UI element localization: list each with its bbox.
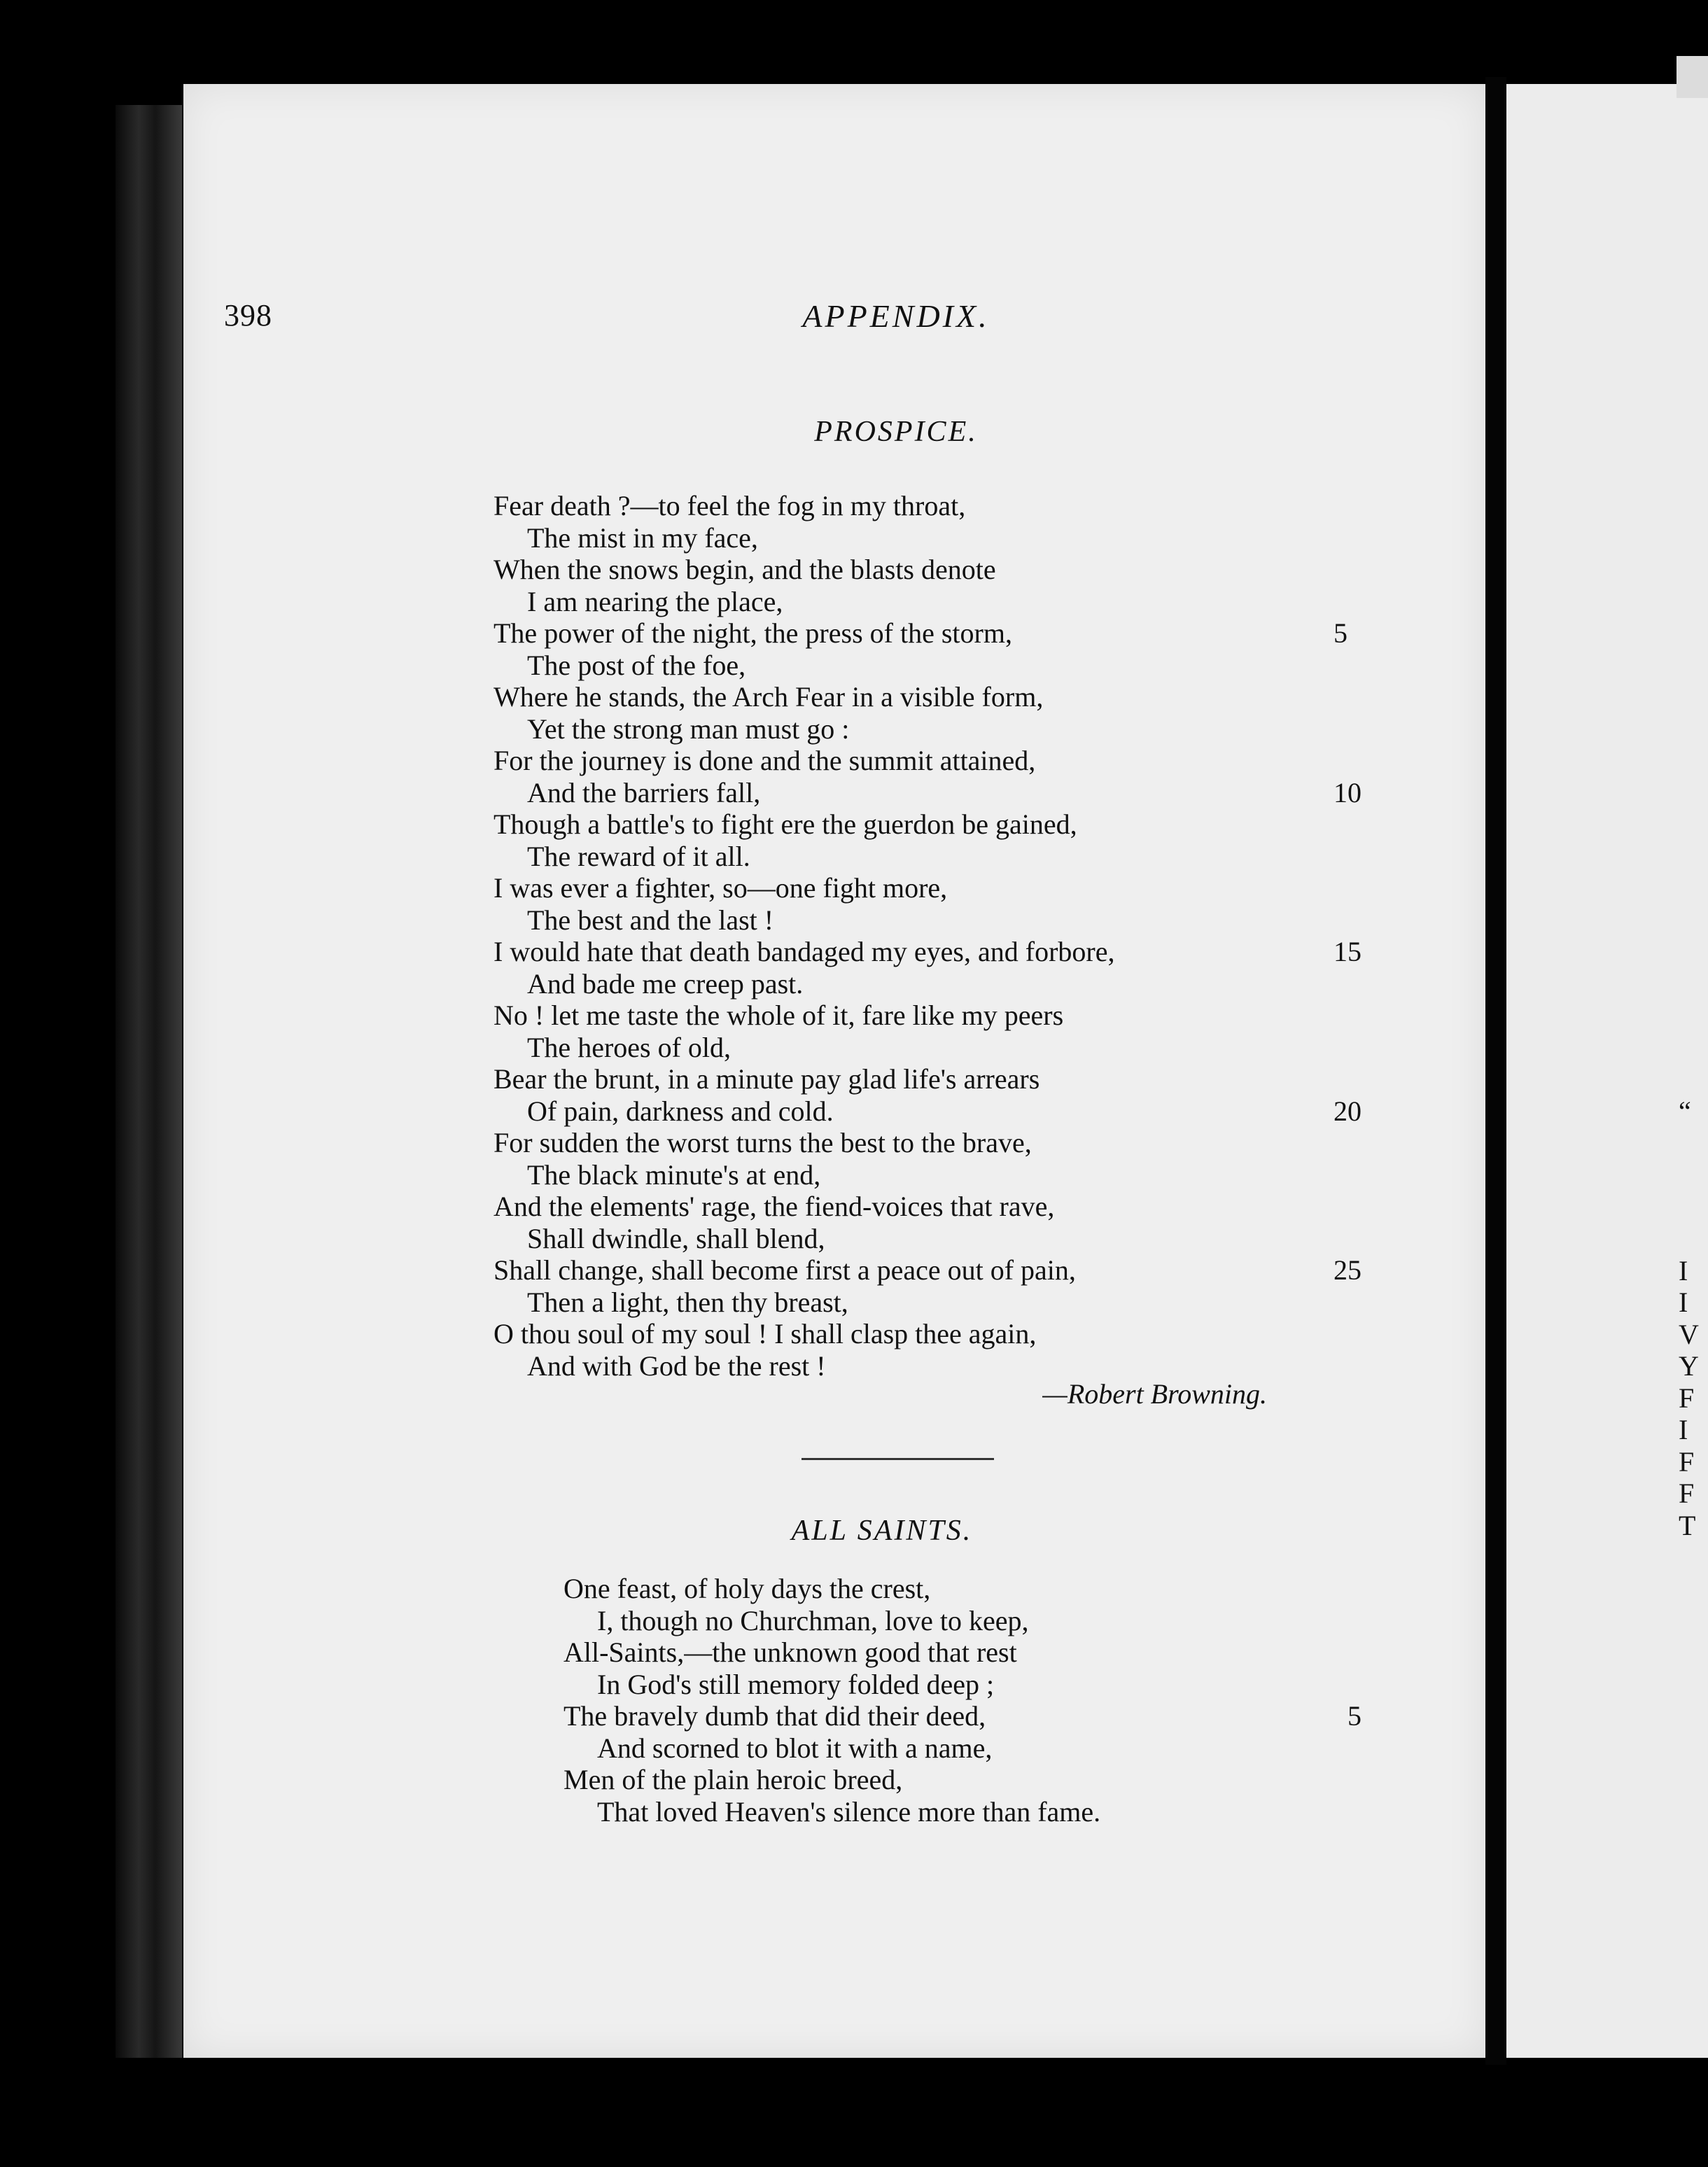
poem-line [493, 1254, 1362, 1286]
line-number: 5 [1348, 1700, 1362, 1732]
poem-prospice [493, 490, 1362, 1382]
poem-line [493, 745, 1114, 777]
line-number: 25 [1334, 1254, 1362, 1286]
poem-line-text: All-Saints,—the unknown good that rest [564, 1636, 1017, 1668]
poem-line [493, 586, 1114, 618]
poem-line-text: I was ever a fighter, so—one fight more, [493, 872, 948, 904]
poem-line-text: Yet the strong man must go : [527, 713, 850, 745]
facing-page-fragment: T [1679, 1509, 1696, 1541]
facing-page-fragment [1679, 1223, 1699, 1255]
line-number: 5 [1334, 617, 1348, 649]
poem-title-prospice: PROSPICE. [814, 416, 978, 448]
poem-line-text: Bear the brunt, in a minute pay glad life's arrears [493, 1063, 1040, 1095]
poem-line [493, 490, 1114, 522]
poem-line-text: And bade me creep past. [527, 967, 804, 1000]
poem-line-text: I am nearing the place, [527, 585, 783, 617]
poem-title-all-saints: ALL SAINTS. [791, 1515, 973, 1547]
poem-line [493, 1318, 1114, 1350]
poem-line-text: Where he stands, the Arch Fear in a visible form, [493, 681, 1044, 713]
poem-line-text: Though a battle's to fight ere the guerdon be gained, [493, 808, 1077, 840]
poem-line-text: No ! let me taste the whole of it, fare like my peers [493, 1000, 1064, 1031]
poem-line-text: The reward of it all. [527, 840, 750, 872]
poem-line [564, 1732, 1100, 1765]
facing-page [1506, 84, 1708, 2058]
facing-page-fragment [1679, 1191, 1699, 1223]
page-gutter [1485, 77, 1506, 2065]
poem-line [493, 522, 1114, 554]
poem-line-text: And the barriers fall, [527, 776, 761, 808]
facing-page-fragment: “ [1679, 1095, 1691, 1127]
poem-line [493, 841, 1114, 873]
facing-page-fragment: V [1679, 1318, 1699, 1350]
poem-line-text: The black minute's at end, [527, 1158, 821, 1191]
poem-line-text: Of pain, darkness and cold. [527, 1095, 834, 1127]
poem-line-text: For the journey is done and the summit attained, [493, 745, 1036, 776]
poem-line-text: And with God be the rest ! [527, 1349, 826, 1382]
poem-line [493, 1000, 1114, 1032]
facing-page-edge [1676, 56, 1708, 98]
poem-line-text: That loved Heaven's silence more than fame. [597, 1795, 1101, 1828]
poem-line [564, 1636, 1100, 1669]
poem-line-text: I would hate that death bandaged my eyes, and forbore, [493, 936, 1115, 967]
poem-line [493, 1032, 1114, 1064]
facing-page-fragment: F [1679, 1445, 1695, 1478]
poem-line [493, 681, 1114, 713]
poem-line [493, 872, 1114, 904]
poem-line [493, 1127, 1114, 1159]
poem-line-text: The bravely dumb that did their deed, [564, 1700, 986, 1732]
poem-line [564, 1700, 1362, 1732]
poem-line-text: Fear death ?—to feel the fog in my throat, [493, 490, 966, 521]
poem-line-text: In God's still memory folded deep ; [597, 1668, 995, 1700]
poem-attribution: —Robert Browning. [1042, 1378, 1267, 1410]
facing-page-fragment [1679, 1128, 1699, 1160]
running-head: APPENDIX. [802, 298, 990, 334]
poem-line-text: The best and the last ! [527, 904, 774, 936]
facing-page-fragment: I [1679, 1254, 1688, 1286]
page-number: 398 [224, 298, 272, 332]
poem-line [564, 1764, 1100, 1796]
poem-all-saints [564, 1573, 1362, 1828]
poem-line [493, 936, 1362, 968]
poem-line-text: The post of the foe, [527, 649, 746, 681]
poem-line [493, 554, 1114, 586]
poem-line-text: The mist in my face, [527, 521, 758, 554]
poem-line-text: The heroes of old, [527, 1031, 732, 1063]
facing-page-text-fragments [1679, 1095, 1699, 1541]
poem-line [493, 808, 1114, 841]
line-number: 10 [1334, 776, 1362, 808]
line-number: 20 [1334, 1095, 1362, 1127]
poem-line [564, 1605, 1100, 1637]
facing-page-fragment: F [1679, 1478, 1695, 1509]
poem-line [493, 617, 1348, 650]
poem-line-text: When the snows begin, and the blasts denote [493, 554, 996, 585]
section-divider [802, 1458, 994, 1460]
poem-line-text: Men of the plain heroic breed, [564, 1764, 903, 1795]
poem-line-text: Shall change, shall become first a peace out of pain, [493, 1254, 1076, 1286]
poem-line [493, 1191, 1114, 1223]
poem-line-text: And scorned to blot it with a name, [597, 1732, 993, 1764]
poem-line [564, 1796, 1100, 1828]
poem-line [564, 1669, 1100, 1701]
line-number: 15 [1334, 936, 1362, 967]
poem-line [493, 1063, 1114, 1095]
poem-line-text: O thou soul of my soul ! I shall clasp thee again, [493, 1318, 1037, 1349]
poem-line [493, 713, 1114, 745]
facing-page-fragment: I [1679, 1286, 1688, 1318]
book-spine [115, 105, 182, 2058]
poem-line-text: Shall dwindle, shall blend, [527, 1222, 825, 1254]
facing-page-fragment [1679, 1159, 1699, 1191]
poem-line [493, 968, 1114, 1000]
poem-line [493, 776, 1362, 809]
poem-line [493, 904, 1114, 937]
poem-line [493, 1159, 1114, 1191]
facing-page-fragment: I [1679, 1414, 1688, 1445]
poem-line-text: One feast, of holy days the crest, [564, 1573, 931, 1604]
poem-line [493, 1095, 1362, 1128]
facing-page-fragment: Y [1679, 1350, 1699, 1382]
poem-line-text: Then a light, then thy breast, [527, 1286, 848, 1318]
poem-line [493, 1223, 1114, 1255]
poem-line-text: And the elements' rage, the fiend-voices that rave, [493, 1191, 1055, 1222]
poem-line [564, 1573, 1100, 1605]
poem-line-text: I, though no Churchman, love to keep, [597, 1604, 1029, 1636]
poem-line-text: The power of the night, the press of the storm, [493, 617, 1012, 649]
poem-line-text: For sudden the worst turns the best to the brave, [493, 1127, 1032, 1158]
poem-line [493, 650, 1114, 682]
facing-page-fragment: F [1679, 1382, 1695, 1414]
poem-line [493, 1286, 1114, 1319]
